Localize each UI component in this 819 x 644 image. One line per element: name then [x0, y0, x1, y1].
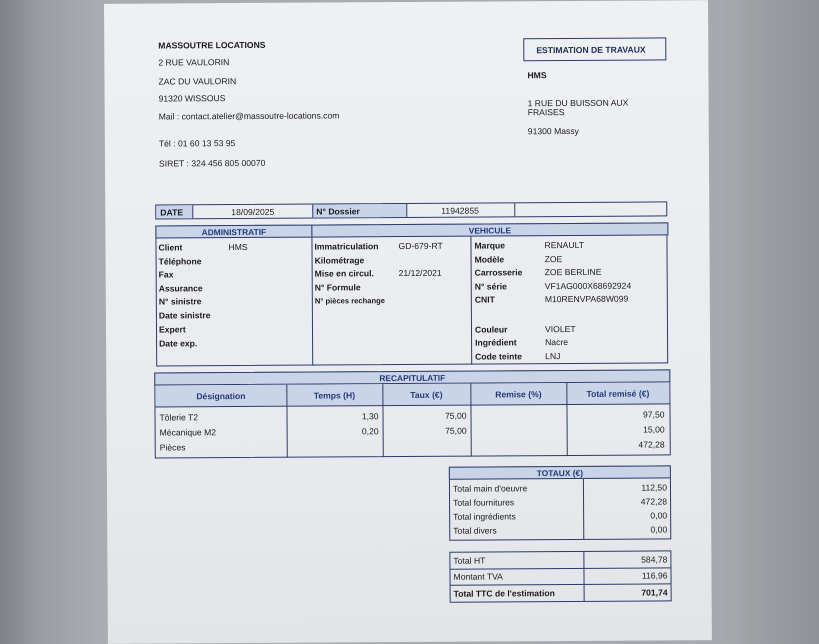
tva-label: Montant TVA — [453, 571, 503, 582]
totals-label: Total ingrédients — [453, 511, 516, 522]
recap-total: 15,00 — [643, 424, 665, 435]
client-address-2: FRAISES — [527, 107, 565, 118]
company-siret: SIRET : 324 456 805 00070 — [158, 157, 266, 169]
recap-taux: 75,00 — [444, 410, 467, 421]
vehicle-label: Code teinte — [475, 351, 522, 362]
grand-totals-table — [449, 550, 671, 602]
recap-designation: Pièces — [159, 442, 186, 453]
recap-col-header: Remise (%) — [495, 389, 542, 400]
vehicle-label: N° série — [474, 281, 507, 292]
tva-value: 116,96 — [641, 570, 668, 581]
totals-label: Total main d'oeuvre — [452, 483, 528, 494]
doc-title: ESTIMATION DE TRAVAUX — [536, 44, 646, 56]
client-city: 91300 Massy — [527, 125, 579, 137]
admin-label: Client — [158, 242, 183, 253]
admin-label: Expert — [158, 324, 186, 335]
totals-value: 112,50 — [641, 482, 668, 493]
date-label: DATE — [160, 207, 184, 218]
company-city: 91320 WISSOUS — [158, 93, 226, 104]
doc-title-box — [523, 37, 666, 61]
vehicle-label: N° Formule — [314, 282, 361, 293]
vehicle-label: Modèle — [474, 254, 505, 265]
recap-col-header: Total remisé (€) — [586, 388, 650, 399]
recap-designation: Mécanique M2 — [159, 427, 217, 438]
recap-table — [154, 369, 671, 458]
vehicle-value: RENAULT — [544, 239, 585, 251]
recap-title: RECAPITULATIF — [154, 369, 670, 385]
admin-label: Fax — [158, 269, 174, 280]
vehicle-label: N° pièces rechange — [314, 296, 386, 306]
divider — [451, 583, 671, 585]
totals-label: Total divers — [453, 525, 497, 536]
vehicle-value: VF1AG000X68692924 — [544, 280, 632, 292]
admin-label: Date sinistre — [158, 310, 211, 321]
vehicle-label: Kilométrage — [314, 255, 365, 266]
dossier-value: 11942855 — [441, 205, 479, 216]
divider — [514, 203, 515, 216]
divider — [406, 204, 407, 217]
divider — [450, 567, 670, 569]
company-address-1: 2 RUE VAULORIN — [158, 57, 230, 68]
totals-label: Total fournitures — [453, 497, 515, 508]
dossier-label: N° Dossier — [316, 206, 360, 217]
recap-total: 472,28 — [638, 439, 665, 450]
totals-value: 0,00 — [650, 524, 668, 535]
vehicle-value: ZOE — [544, 254, 563, 265]
total-ht-value: 584,78 — [641, 554, 668, 565]
vehicle-value: Nacre — [545, 337, 569, 348]
vehicle-label: Immatriculation — [314, 241, 379, 252]
recap-temps: 0,20 — [361, 426, 379, 437]
recap-col-header: Temps (H) — [313, 390, 356, 401]
vehicle-label: Carrosserie — [474, 267, 523, 278]
totals-value: 0,00 — [650, 510, 668, 521]
company-name: MASSOUTRE LOCATIONS — [158, 39, 266, 51]
vehicle-label: Ingrédient — [475, 337, 517, 348]
vehicle-value: M10RENVPA68W099 — [544, 293, 629, 305]
vehicle-value: 21/12/2021 — [398, 267, 442, 279]
recap-col-header: Désignation — [196, 390, 246, 402]
date-value: 18/09/2025 — [231, 206, 275, 218]
vehicle-label: CNIT — [474, 294, 495, 305]
total-ttc-value: 701,74 — [641, 587, 668, 598]
divider — [311, 238, 313, 366]
company-tel: Tél : 01 60 13 53 95 — [158, 138, 236, 149]
admin-label: Téléphone — [158, 256, 202, 267]
vehicle-value: LNJ — [545, 351, 561, 362]
totals-value: 472,28 — [640, 496, 668, 507]
info-block — [155, 222, 668, 366]
dossier-row — [155, 201, 667, 219]
totals-title: TOTAUX (€) — [449, 465, 671, 479]
vehicle-label: Mise en circul. — [314, 268, 374, 279]
recap-designation: Tôlerie T2 — [159, 412, 199, 423]
recap-temps: 1,30 — [361, 411, 379, 422]
divider — [192, 205, 193, 218]
vehicle-value: GD-679-RT — [398, 240, 443, 252]
admin-header: ADMINISTRATIF — [155, 225, 312, 239]
recap-taux: 75,00 — [445, 425, 467, 436]
client-address-1: 1 RUE DU BUISSON AUX — [527, 97, 629, 109]
recap-col-header: Taux (€) — [410, 389, 443, 400]
admin-label: Assurance — [158, 283, 203, 294]
total-ttc-label: Total TTC de l'estimation — [453, 588, 555, 599]
divider — [470, 237, 472, 365]
divider — [312, 205, 313, 218]
admin-value: HMS — [228, 241, 248, 253]
recap-total: 97,50 — [642, 409, 665, 420]
vehicle-label: Marque — [474, 240, 506, 251]
vehicle-header: VEHICULE — [311, 222, 668, 237]
total-ht-label: Total HT — [453, 555, 486, 566]
company-mail: Mail : contact.atelier@massoutre-locations.com — [158, 110, 340, 122]
client-name: HMS — [527, 70, 547, 81]
admin-label: N° sinistre — [158, 296, 202, 307]
totals-table — [449, 465, 671, 540]
vehicle-value: VIOLET — [544, 323, 576, 335]
admin-label: Date exp. — [159, 338, 198, 349]
estimate-document — [104, 0, 712, 644]
company-address-2: ZAC DU VAULORIN — [158, 76, 237, 87]
vehicle-value: ZOE BERLINE — [544, 266, 602, 278]
vehicle-label: Couleur — [474, 324, 508, 335]
